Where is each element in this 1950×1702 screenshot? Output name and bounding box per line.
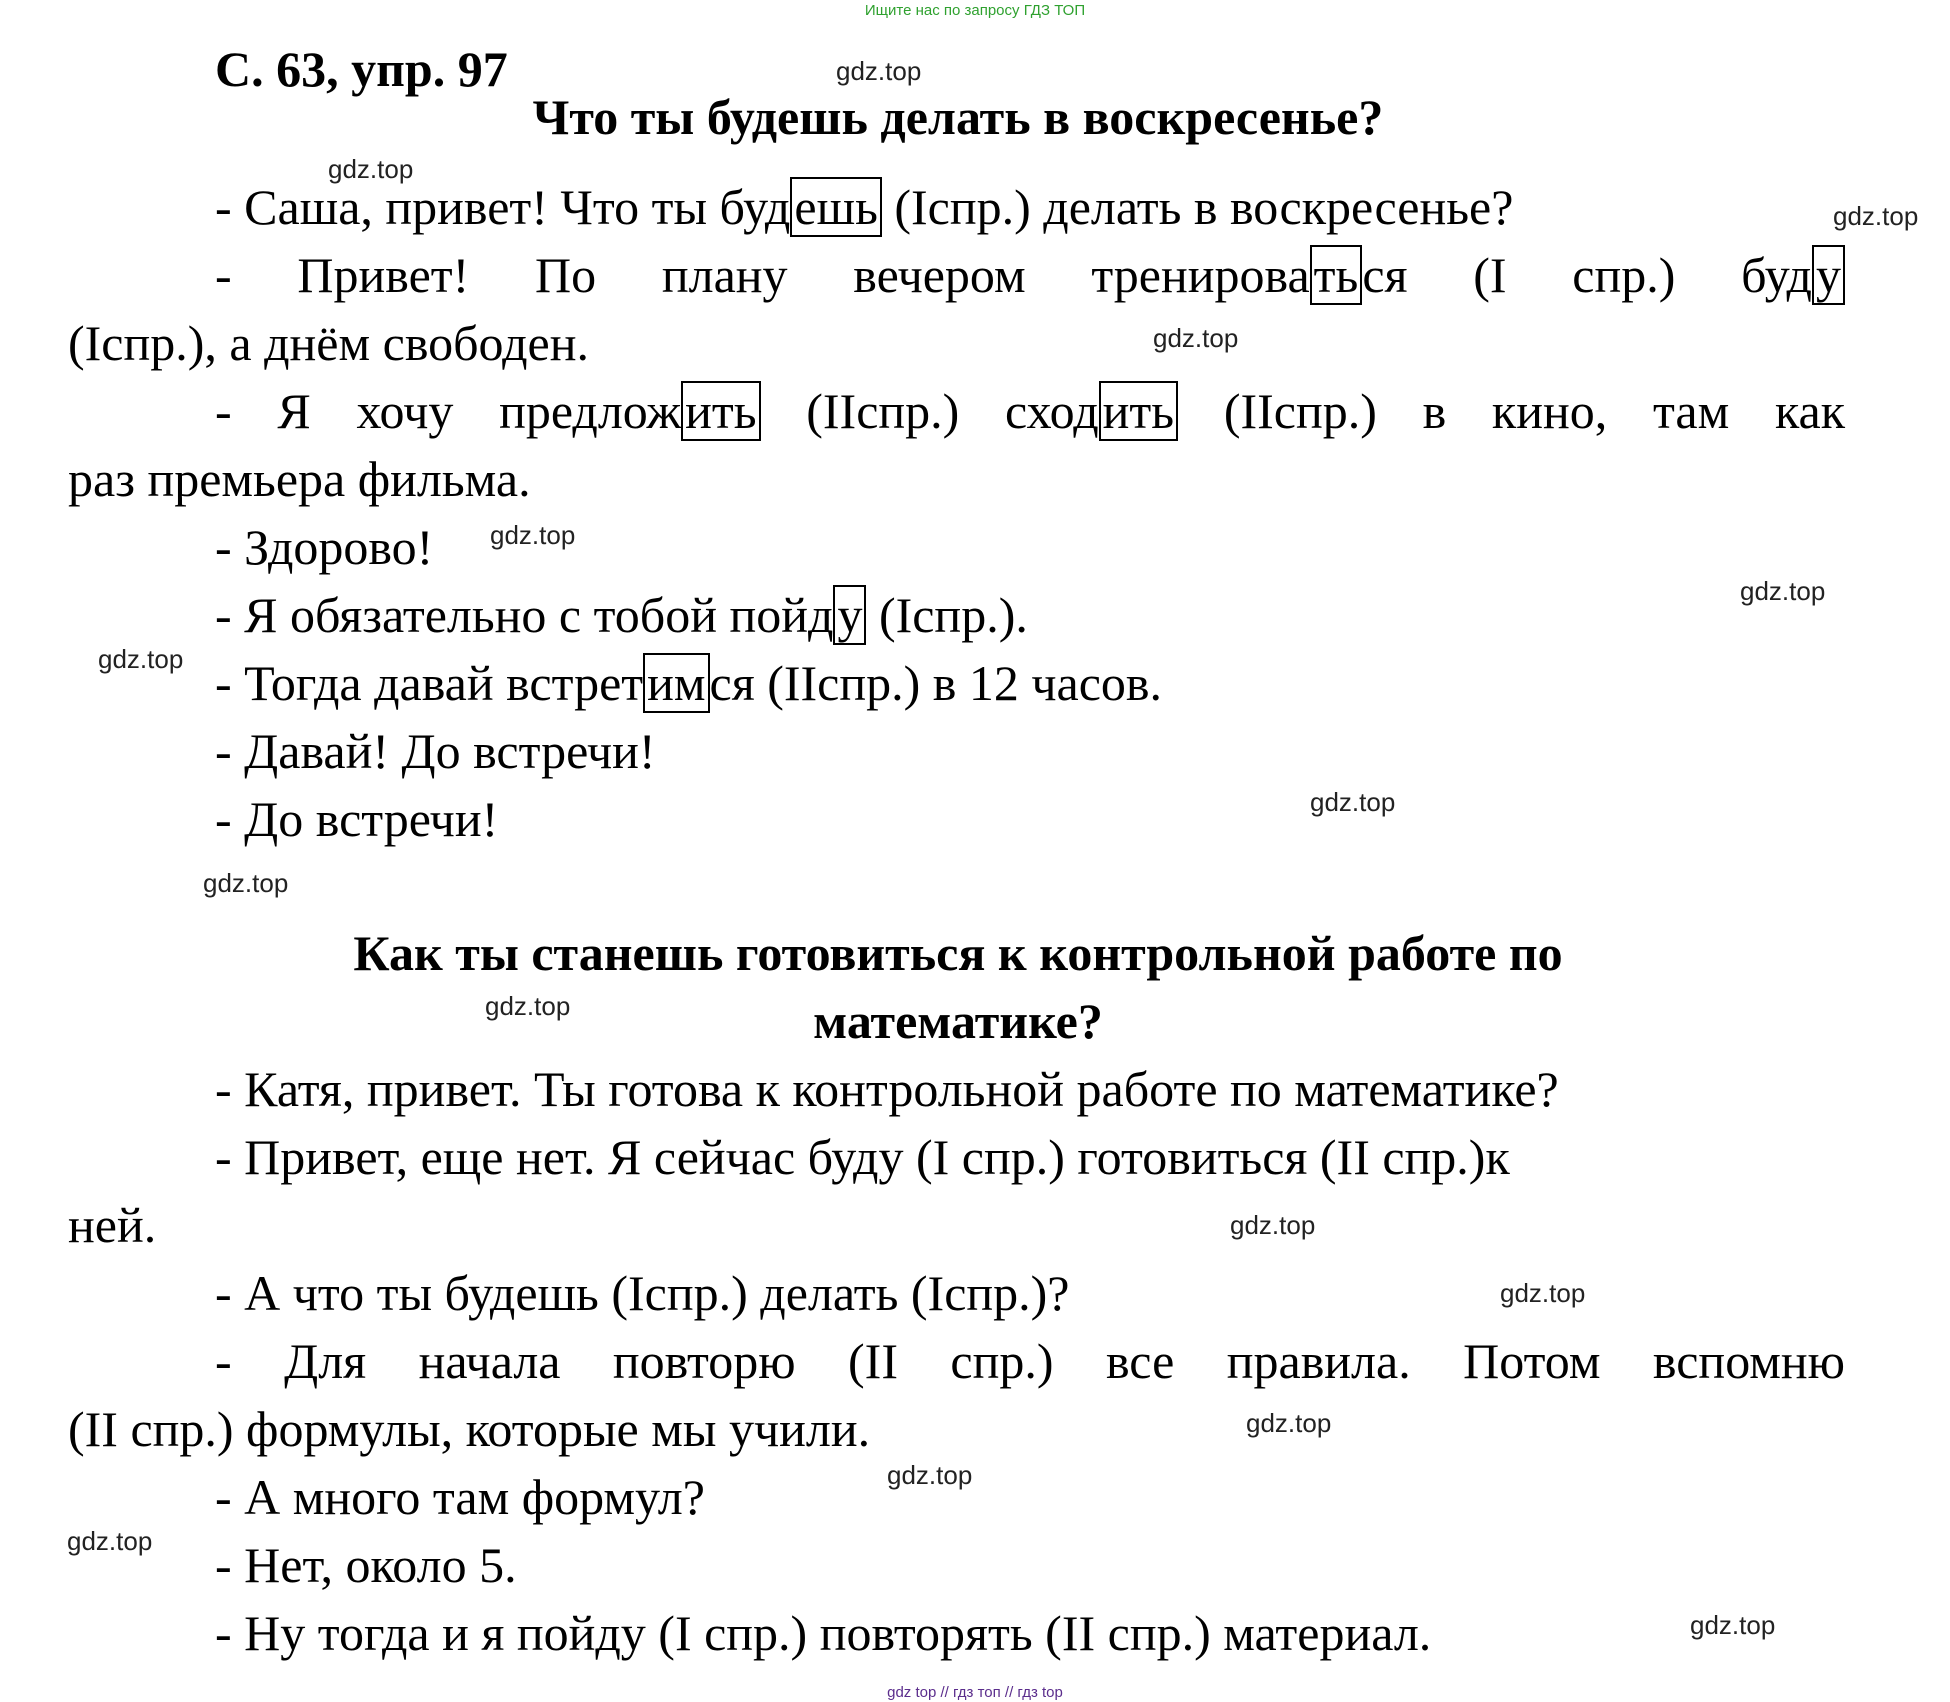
dialog-line: - Катя, привет. Ты готова к контрольной работе по математике? [215, 1061, 1559, 1117]
watermark: gdz.top [1230, 1210, 1316, 1240]
dialog-line: (II спр.) формулы, которые мы учили. [68, 1401, 871, 1457]
watermark: gdz.top [328, 154, 414, 184]
watermark: gdz.top [1833, 201, 1919, 231]
ending-box: у [833, 585, 866, 645]
dialog-line: ней. [68, 1197, 157, 1253]
dialog-line: - Тогда давай встретимся (IIспр.) в 12 часов. [215, 655, 1163, 711]
ending-box: ить [681, 381, 760, 441]
dialog-line: - Я обязательно с тобой пойду (Iспр.). [215, 587, 1028, 643]
dialog-line: - Для начала повторю (II спр.) все правила. Потом вспомню [215, 1333, 1845, 1389]
watermark: gdz.top [1740, 576, 1826, 606]
watermark: gdz.top [887, 1460, 973, 1490]
section2-heading: Как ты станешь готовиться к контрольной работе по [353, 925, 1563, 981]
watermark: gdz.top [836, 56, 922, 86]
dialog-line: - А что ты будешь (Iспр.) делать (Iспр.)? [215, 1265, 1070, 1321]
dialog-line: - Давай! До встречи! [215, 723, 656, 779]
watermark: gdz.top [1690, 1610, 1776, 1640]
dialog-line: (Iспр.), а днём свободен. [68, 315, 589, 371]
ending-box: ить [1099, 381, 1178, 441]
watermark: gdz.top [490, 520, 576, 550]
ending-box: ешь [790, 177, 882, 237]
section1-heading: Что ты будешь делать в воскресенье? [532, 89, 1384, 145]
dialog-line: - Здорово! [215, 519, 434, 575]
search-hint: Ищите нас по запросу ГДЗ ТОП [864, 2, 1086, 19]
watermark: gdz.top [1246, 1408, 1332, 1438]
footer-links: gdz top // гдз топ // гдз top [887, 1684, 1063, 1701]
watermark: gdz.top [1153, 323, 1239, 353]
dialog-line: - Привет! По плану вечером тренироваться (I спр.) буду [215, 250, 1845, 300]
watermark: gdz.top [1310, 787, 1396, 817]
dialog-line: - До встречи! [215, 791, 499, 847]
watermark: gdz.top [1500, 1278, 1586, 1308]
dialog-line: раз премьера фильма. [68, 451, 531, 507]
dialog-line: - А много там формул? [215, 1469, 705, 1525]
ending-box: у [1812, 245, 1845, 305]
watermark: gdz.top [67, 1526, 153, 1556]
dialog-line: - Ну тогда и я пойду (I спр.) повторять (II спр.) материал. [215, 1605, 1432, 1661]
section2-heading-cont: математике? [813, 993, 1103, 1049]
watermark: gdz.top [203, 868, 289, 898]
watermark: gdz.top [485, 991, 571, 1021]
dialog-line: - Я хочу предложить (IIспр.) сходить (IIспр.) в кино, там как [215, 383, 1845, 439]
dialog-line: - Привет, еще нет. Я сейчас буду (I спр.) готовиться (II спр.)к [215, 1129, 1510, 1185]
ending-box: им [643, 653, 709, 713]
dialog-line: - Саша, привет! Что ты будешь (Iспр.) делать в воскресенье? [215, 179, 1514, 235]
ending-box: ть [1310, 245, 1363, 305]
exercise-title: С. 63, упр. 97 [215, 41, 508, 97]
watermark: gdz.top [98, 644, 184, 674]
dialog-line: - Нет, около 5. [215, 1537, 517, 1593]
